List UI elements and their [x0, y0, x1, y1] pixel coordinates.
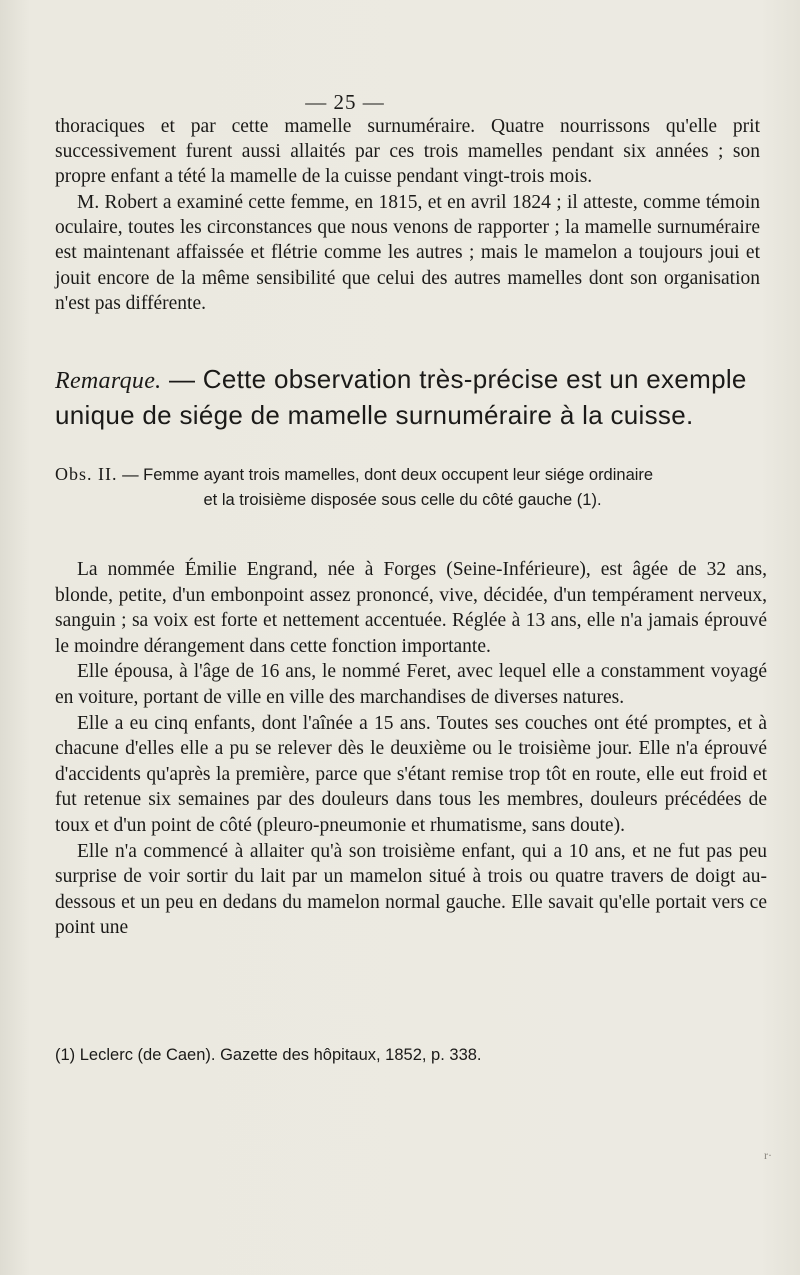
remark-text: — Cette observation très-précise est un exemple unique de siége de mamelle surnuméraire à la cuisse. [55, 364, 747, 430]
remark-label: Remarque. [55, 368, 162, 394]
observation-heading [55, 462, 760, 513]
paragraph-marriage: Elle épousa, à l'âge de 16 ans, le nommé Feret, avec lequel elle a constamment voyagé en voiture, portant de ville en ville des marchandises de diverses natures. [55, 661, 767, 708]
paragraph-children: Elle a eu cinq enfants, dont l'aînée a 15 ans. Toutes ses couches ont été promptes, et à chacune d'elles elle a pu se relever dès le deuxième ou le troisième jour. Elle n'a éprouvé d'accidents qu'après la première, parce que s'étant remise trop tôt en route, elle eut froid et fut retenue six semaines par des douleurs dans tous les membres, douleurs précédées de toux et d'un point de côté (pleuro-pneumonie et rhumatisme, sans doute). [55, 712, 767, 836]
paragraph-robert: M. Robert a examiné cette femme, en 1815, et en avril 1824 ; il atteste, comme témoin oculaire, toutes les circonstances que nous venons de rapporter ; la mamelle surnuméraire est maintenant affaissée et flétrie comme les autres ; mais le mamelon a toujours joui et jouit encore de la même sensibilité que celui des autres mamelles dont son organisation n'est pas différente. [55, 192, 760, 314]
margin-mark: r· [764, 1148, 772, 1162]
paragraph-continuation: thoraciques et par cette mamelle surnuméraire. Quatre nourrissons qu'elle prit successivement furent aussi allaités par ces trois mamelles pendant six années ; son propre enfant a tété la mamelle de la cuisse pendant vingt-trois mois. [55, 116, 760, 188]
footnote: (1) Leclerc (de Caen). Gazette des hôpitaux, 1852, p. 338. [55, 1046, 482, 1064]
paragraph-description: La nommée Émilie Engrand, née à Forges (Seine-Inférieure), est âgée de 32 ans, blonde, petite, d'un embonpoint assez prononcé, vive, décidée, d'un tempérament nerveux, sanguin ; sa voix est forte et nettement accentuée. Réglée à 13 ans, elle n'a jamais éprouvé le moindre dérangement dans cette fonction importante. [55, 559, 767, 657]
observation-body [55, 557, 767, 941]
observation-label: Obs. II. [55, 464, 118, 484]
paragraph-nursing: Elle n'a commencé à allaiter qu'à son troisième enfant, qui a 10 ans, et ne fut pas peu surprise de voir sortir du lait par un mamelon situé à trois ou quatre travers de doigt au-dessous et un peu en dedans du mamelon normal gauche. Elle savait qu'elle portait vers ce point une [55, 840, 767, 939]
observation-title-line1: — Femme ayant trois mamelles, dont deux occupent leur siége ordinaire [117, 466, 654, 484]
observation-title-line2: et la troisième disposée sous celle du côté gauche (1). [203, 491, 602, 509]
remark-paragraph [55, 362, 760, 432]
page-number: — 25 — [305, 90, 385, 114]
